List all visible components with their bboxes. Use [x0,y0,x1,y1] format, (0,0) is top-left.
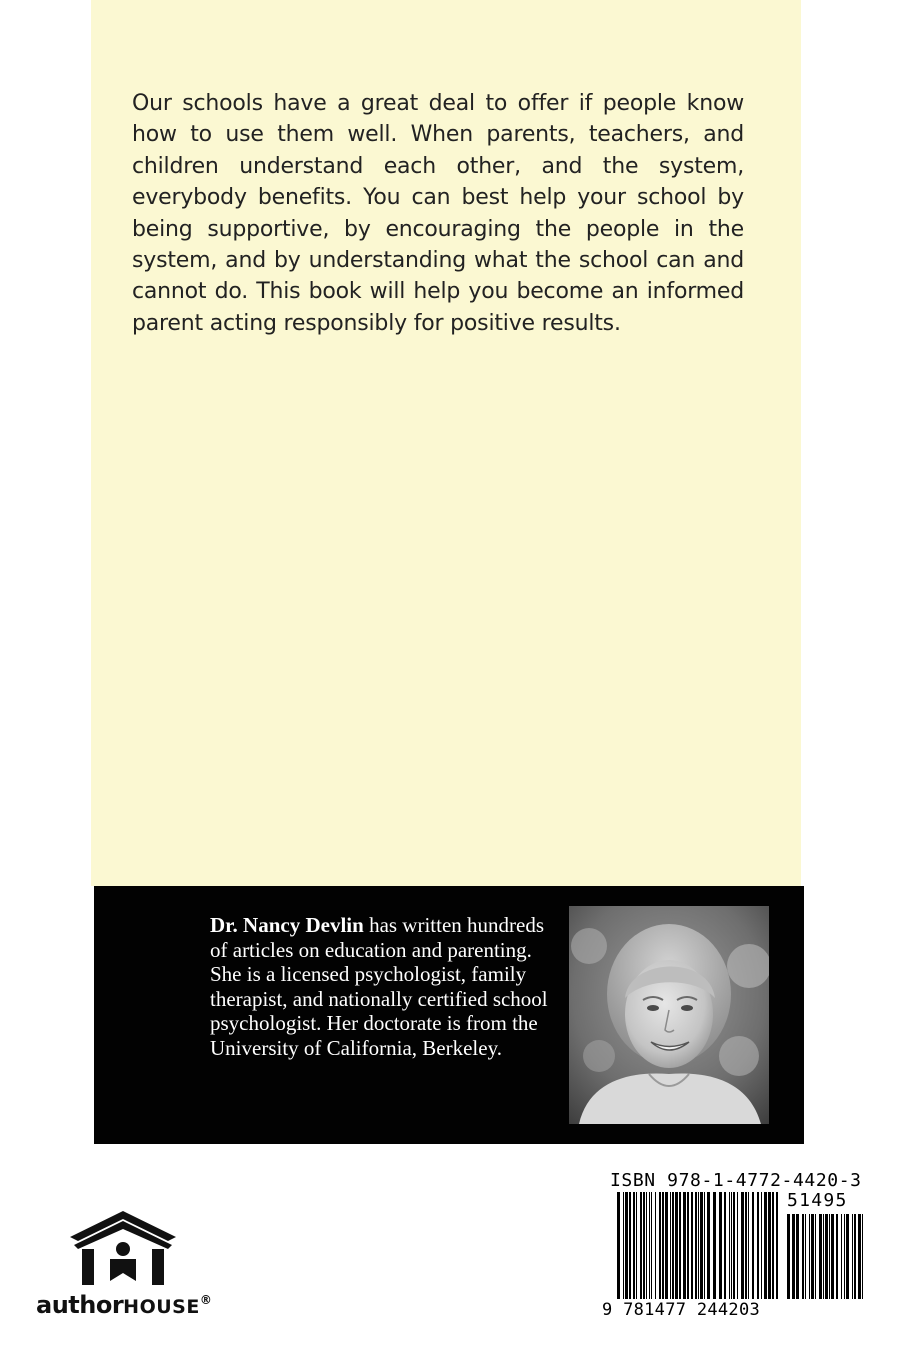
addon-barcode [787,1214,863,1299]
isbn-number: ISBN 978-1-4772-4420-3 [610,1170,862,1191]
publisher-wordmark: authorHOUSE® [36,1291,212,1319]
ean-digits: 9 781477 244203 [602,1300,761,1320]
back-cover-blurb: Our schools have a great deal to offer if people know how to use them well. When parents, teachers, and children understand each other, and the system, everybody benefits. You can best help your school by being supportive, by encouraging the people in the system, and by understanding what the school can and cannot do. This book will help you become an informed parent acting responsibly for positive results. [132,91,744,336]
author-bio [210,913,560,1061]
authorhouse-logo-icon [68,1207,178,1287]
publisher-logo [36,1207,216,1327]
ean-barcode [617,1192,780,1299]
author-photo [569,906,769,1124]
author-name: Dr. Nancy Devlin [210,913,364,937]
barcode-addon-digits: 51495 [787,1190,848,1211]
author-bio-text: has written hundreds of articles on education and parenting. She is a licensed psychologist, family therapist, and nationally certified school psychologist. Her doctorate is from the University of California, Berkeley. [210,913,548,1060]
